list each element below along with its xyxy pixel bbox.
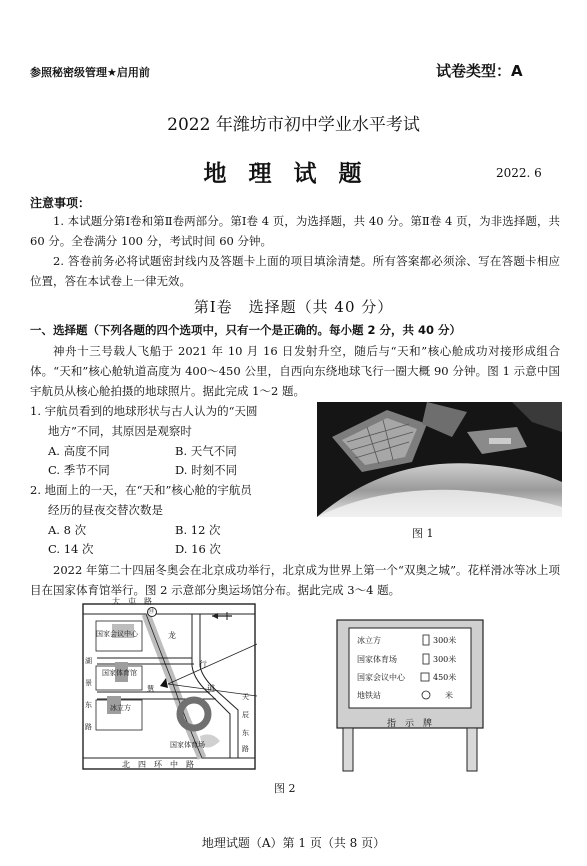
sign-row-3-dist: 450米 <box>433 673 457 682</box>
sign-row-2-name: 国家体育场 <box>357 655 397 664</box>
sign-row-1-name: 冰立方 <box>357 636 381 645</box>
map-venue-national-indoor-stadium: 国家体育馆 <box>102 669 137 677</box>
map-road-left-1: 湖 <box>85 657 92 665</box>
map-road-dragon-1: 龙 <box>168 631 176 640</box>
map-metro-icon: Ⓜ <box>148 608 155 615</box>
map-venue-national-stadium: 国家体育场 <box>170 741 205 749</box>
q1-option-a: A. 高度不同 <box>48 444 110 458</box>
sign-row-3-name: 国家会议中心 <box>357 673 405 682</box>
map-road-left-3: 东 <box>85 701 92 709</box>
q2-stem-line2: 经历的昼夜交替次数是 <box>48 503 163 517</box>
paper-type-label: 试卷类型：A <box>436 62 523 80</box>
section1-heading: 一、选择题（下列各题的四个选项中，只有一个是正确的。每小题 2 分，共 40 分） <box>30 323 462 337</box>
figure-2-caption: 图 2 <box>274 782 296 795</box>
signboard-graphic <box>335 618 485 773</box>
q2-option-c: C. 14 次 <box>48 542 94 556</box>
sign-row-1-dist: 300米 <box>433 636 457 645</box>
map-road-right-1: 天 <box>242 693 249 701</box>
map-road-right-4: 路 <box>242 745 249 753</box>
map-road-right-2: 辰 <box>242 711 249 719</box>
note-item-1: 1. 本试题分第Ⅰ卷和第Ⅱ卷两部分。第Ⅰ卷 4 页，为选择题，共 40 分。第Ⅱ卷 4 页，为非选择题，共 60 分。全卷满分 100 分，考试时间 60 分钟。 <box>30 214 560 248</box>
map-road-dragon-2: 行 <box>199 660 207 669</box>
exam-title: 2022 年潍坊市初中学业水平考试 <box>167 115 420 135</box>
map-road-center: 慧 <box>147 685 154 693</box>
q2-stem-line1: 2. 地面上的一天，在“天和”核心舱的宇航员 <box>30 483 252 497</box>
q2-option-b: B. 12 次 <box>175 523 221 537</box>
confidential-label: 参照秘密级管理★启用前 <box>30 66 150 79</box>
figure-1-earth-photo <box>317 402 562 517</box>
page-footer: 地理试题（A）第 1 页（共 8 页） <box>201 836 386 850</box>
map-road-right-3: 东 <box>242 729 249 737</box>
q1-option-b: B. 天气不同 <box>175 444 237 458</box>
subject-title: 地理试题 <box>203 161 384 187</box>
q2-option-a: A. 8 次 <box>48 523 87 537</box>
q1-stem-line2: 地方”不同，其原因是观察时 <box>48 424 192 438</box>
q1-option-d: D. 时刻不同 <box>175 463 238 477</box>
note-item-2: 2. 答卷前务必将试题密封线内及答题卡上面的项目填涂清楚。所有答案都必须涂、写在答题卡相应位置，答在本试卷上一律无效。 <box>30 254 560 288</box>
map-venue-ice-cube: 冰立方 <box>110 704 131 712</box>
figure-2-venue-map <box>82 596 257 776</box>
map-road-bottom: 北 四 环 中 路 <box>122 760 194 769</box>
notes-heading: 注意事项： <box>30 196 91 210</box>
sign-label: 指 示 牌 <box>387 719 433 729</box>
exam-date: 2022. 6 <box>496 166 542 180</box>
map-road-dragon-3: 道 <box>207 684 215 693</box>
map-road-left-2: 景 <box>85 679 92 687</box>
section-title: 第Ⅰ卷 选择题（共 40 分） <box>193 298 394 316</box>
sign-row-4-name: 地铁站 <box>357 691 381 700</box>
sign-row-2-dist: 300米 <box>433 655 457 664</box>
map-road-top: 大 屯 路 <box>112 597 152 606</box>
q1-stem-line1: 1. 宇航员看到的地球形状与古人认为的“天圆 <box>30 404 258 418</box>
map-road-left-4: 路 <box>85 723 92 731</box>
sign-row-4-dist: 米 <box>445 691 453 700</box>
figure-1-caption: 图 1 <box>412 527 434 540</box>
q2-option-d: D. 16 次 <box>175 542 221 556</box>
map-venue-national-convention-center: 国家会议中心 <box>96 630 138 638</box>
earth-photo-graphic <box>317 402 562 517</box>
q1-option-c: C. 季节不同 <box>48 463 110 477</box>
passage-1: 神舟十三号载人飞船于 2021 年 10 月 16 日发射升空，随后与“天和”核心舱成功对接形成组合体。“天和”核心舱轨道高度为 400～450 公里，自西向东绕地球飞行一圈大概 90 分钟。图 1 示意中国宇航员从核心舱拍摄的地球照片。据此完成 1～2 题。 <box>30 344 560 398</box>
passage-2: 2022 年第二十四届冬奥会在北京成功举行，北京成为世界上第一个“双奥之城”。花样滑冰等冰上项目在国家体育馆举行。图 2 示意部分奥运场馆分布。据此完成 3～4 题。 <box>30 563 560 597</box>
